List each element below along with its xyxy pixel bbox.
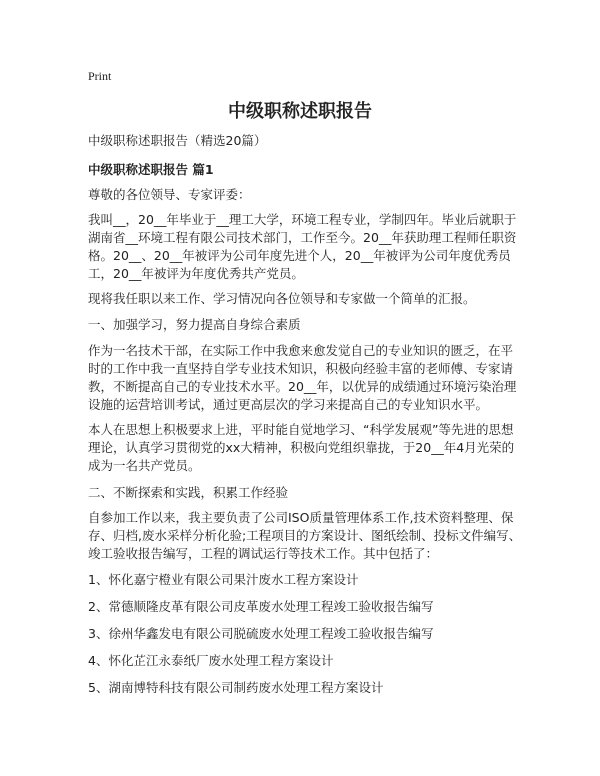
list-item: 3、徐州华鑫发电有限公司脱硫废水处理工程竣工验收报告编写 [88, 626, 434, 641]
paragraph-report: 现将我任职以来工作、学习情况向各位领导和专家做一个简单的汇报。 [88, 291, 476, 306]
paragraph-intro: 我叫__，20__年毕业于__理工大学，环境工程专业，学制四年。毕业后就职于湖南省__环境工程有限公司技术部门，工作至今。20__年获助理工程师任职资格。20__、20__年被评为公司年度先进个人，20__年被评为公司年度优秀员工，20__年被评为年度优秀共产党员。 [88, 212, 517, 281]
heading-two: 二、不断探索和实践，积累工作经验 [88, 485, 289, 500]
print-link[interactable]: Print [88, 69, 112, 83]
page-title: 中级职称述职报告 [228, 101, 372, 122]
paragraph-greeting: 尊敬的各位领导、专家评委： [88, 187, 251, 202]
list-item: 2、常德顺隆皮革有限公司皮革废水处理工程竣工验收报告编写 [88, 599, 434, 614]
paragraph-work: 自参加工作以来，我主要负责了公司ISO质量管理体系工作,技术资料整理、保存、归档,废水采样分析化验;工程项目的方案设计、图纸绘制、投标文件编写、竣工验收报告编写，工程的调试运行等技术工作。其中包括了： [88, 510, 522, 561]
subtitle: 中级职称述职报告（精选20篇） [88, 133, 267, 148]
paragraph-ideology: 本人在思想上积极要求上进，平时能自觉地学习、“科学发展观”等先进的思想理论，认真学习贯彻党的xx大精神，积极向党组织靠拢，于20__年4月光荣的成为一名共产党员。 [88, 422, 515, 473]
section-heading: 中级职称述职报告 篇1 [88, 162, 214, 177]
list-item: 4、怀化芷江永泰纸厂废水处理工程方案设计 [88, 653, 334, 668]
heading-one: 一、加强学习，努力提高自身综合素质 [88, 317, 301, 332]
list-item: 5、湖南博特科技有限公司制药废水处理工程方案设计 [88, 680, 384, 695]
list-item: 1、怀化嘉宁橙业有限公司果汁废水工程方案设计 [88, 572, 359, 587]
paragraph-study: 作为一名技术干部，在实际工作中我愈来愈发觉自己的专业知识的匮乏，在平时的工作中我一直坚持自学专业技术知识，积极向经验丰富的老师傅、专家请教，不断提高自己的专业技术水平。20__年，以优异的成绩通过环境污染治理设施的运营培训考试，通过更高层次的学习来提高自己的专业知识水平。 [88, 343, 517, 412]
